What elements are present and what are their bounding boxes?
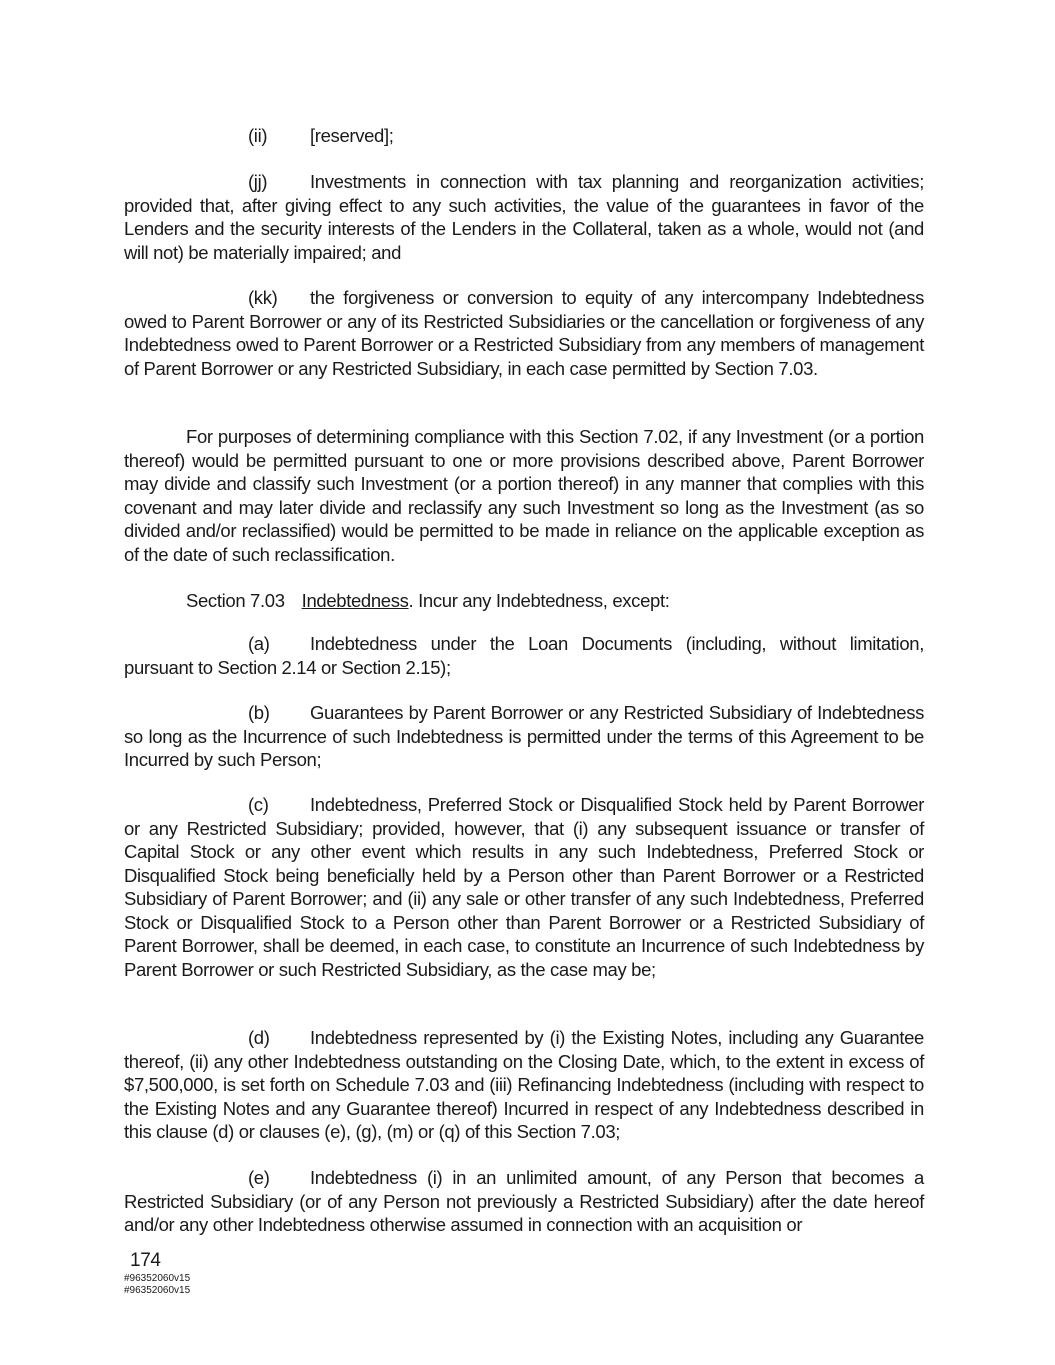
clause-label: (d) xyxy=(248,1027,270,1048)
clause-d xyxy=(124,1026,924,1144)
clause-ii xyxy=(124,124,924,148)
clause-text: the forgiveness or conversion to equity of any intercompany Indebtedness owed to Parent Borrower or any of its Restricted Subsidiaries or the cancellation or forgiveness of any Indebtedness owed to Parent Borrower or a Restricted Subsidiary from any members of management of Parent Borrower or any Restricted Subsidiary, in each case permitted by Section 7.03. xyxy=(124,287,924,379)
purposes-paragraph: For purposes of determining compliance with this Section 7.02, if any Investment (or a portion thereof) would be permitted pursuant to one or more provisions described above, Parent Borrower may divide and classify such Investment (or a portion thereof) in any manner that complies with this covenant and may later divide and reclassify any such Investment so long as the Investment (as so divided and/or reclassified) would be permitted to be made in reliance on the applicable exception as of the date of such reclassification. xyxy=(124,426,924,565)
clause-kk xyxy=(124,286,924,380)
clause-text: Indebtedness (i) in an unlimited amount, of any Person that becomes a Restricted Subsidiary (or of any Person not previously a Restricted Subsidiary) after the date hereof and/or any other Indebtedness otherwise assumed in connection with an acquisition or xyxy=(124,1167,924,1235)
clause-text: Investments in connection with tax planning and reorganization activities; provided that, after giving effect to any such activities, the value of the guarantees in favor of the Lenders and the security interests of the Lenders in the Collateral, taken as a whole, would not (and will not) be materially impaired; and xyxy=(124,171,924,263)
clause-label: (e) xyxy=(248,1167,270,1188)
clause-c xyxy=(124,793,924,981)
clause-text: Indebtedness, Preferred Stock or Disqualified Stock held by Parent Borrower or any Restricted Subsidiary; provided, however, that (i) any subsequent issuance or transfer of Capital Stock or any other event which results in any such Indebtedness, Preferred Stock or Disqualified Stock being beneficially held by a Person other than Parent Borrower or a Restricted Subsidiary of Parent Borrower; and (ii) any sale or other transfer of any such Indebtedness, Preferred Stock or Disqualified Stock to a Person other than Parent Borrower or a Restricted Subsidiary of Parent Borrower, shall be deemed, in each case, to constitute an Incurrence of such Indebtedness by Parent Borrower or such Restricted Subsidiary, as the case may be; xyxy=(124,794,924,980)
clause-label: (kk) xyxy=(248,287,278,308)
clause-text: Indebtedness under the Loan Documents (including, without limitation, pursuant to Section 2.14 or Section 2.15); xyxy=(124,633,924,678)
section-intro: . Incur any Indebtedness, except: xyxy=(408,590,670,611)
document-id: #96352060v15 xyxy=(124,1273,191,1284)
section-number: Section 7.03 xyxy=(186,590,285,611)
page-number: 174 xyxy=(130,1250,161,1271)
clause-e xyxy=(124,1166,924,1237)
clause-label: (a) xyxy=(248,633,270,654)
clause-label: (c) xyxy=(248,794,269,815)
section-heading xyxy=(124,589,924,613)
clause-b xyxy=(124,701,924,772)
clause-text: [reserved]; xyxy=(310,125,394,146)
section-title: Indebtedness xyxy=(301,590,409,611)
clause-text: Indebtedness represented by (i) the Existing Notes, including any Guarantee thereof, (ii) any other Indebtedness outstanding on the Closing Date, which, to the extent in excess of $7,500,000, is set forth on Schedule 7.03 and (iii) Refinancing Indebtedness (including with respect to the Existing Notes and any Guarantee thereof) Incurred in respect of any Indebtedness described in this clause (d) or clauses (e), (g), (m) or (q) of this Section 7.03; xyxy=(124,1027,924,1142)
clause-label: (jj) xyxy=(248,171,268,192)
document-id: #96352060v15 xyxy=(124,1285,191,1296)
clause-jj xyxy=(124,170,924,264)
clause-text: Guarantees by Parent Borrower or any Restricted Subsidiary of Indebtedness so long as the Incurrence of such Indebtedness is permitted under the terms of this Agreement to be Incurred by such Person; xyxy=(124,702,924,770)
clause-label: (b) xyxy=(248,702,270,723)
clause-a xyxy=(124,632,924,679)
clause-label: (ii) xyxy=(248,125,268,146)
